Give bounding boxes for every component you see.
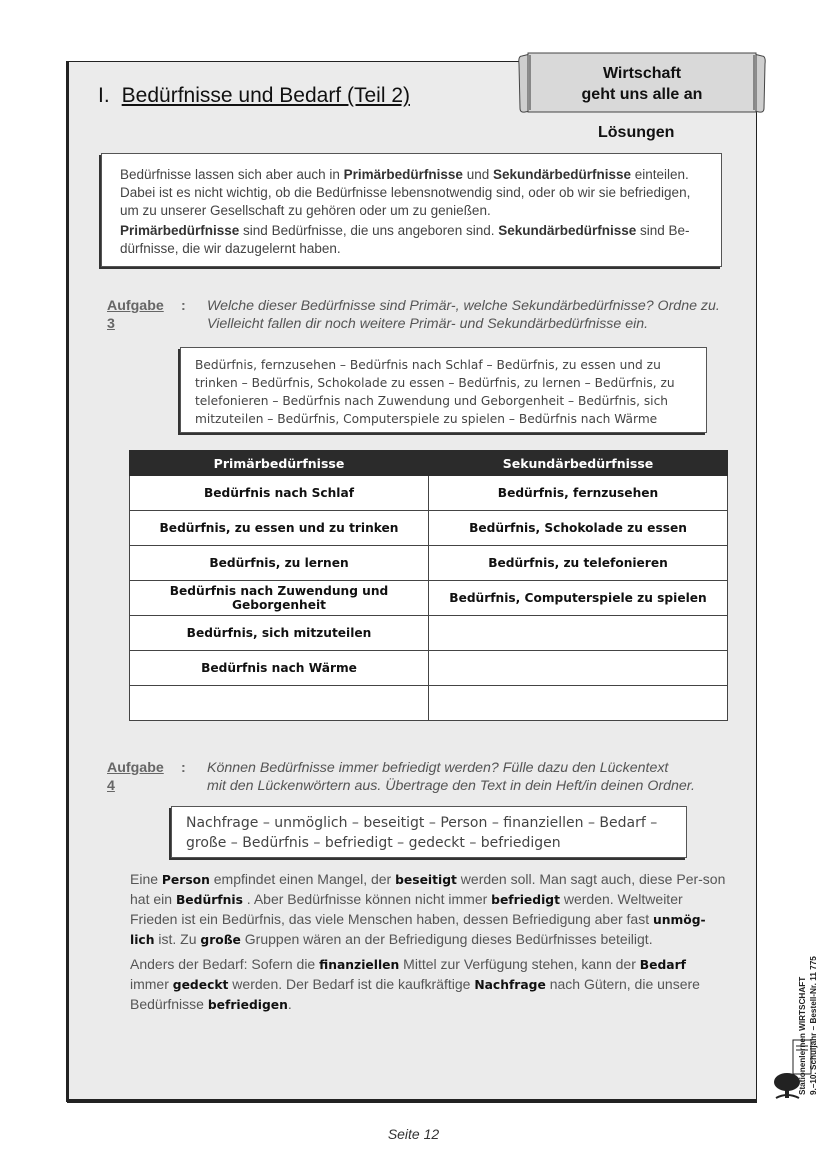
cloze-text-segment: Mittel zur Verfügung stehen, kann der (399, 956, 640, 972)
cloze-text (130, 870, 728, 1020)
publisher-sidebar (797, 835, 819, 1095)
intro-paragraph-1 (120, 166, 707, 220)
table-row (130, 651, 728, 686)
cloze-answer: Person (161, 873, 210, 887)
table-row (130, 581, 728, 616)
table-row (130, 476, 728, 511)
cloze-text-segment: Eine (130, 871, 162, 887)
cloze-text-segment: empfindet einen Mangel, der (209, 871, 396, 887)
cloze-text-segment: Gruppen wären an der Befriedigung dieses Bedürfnisses beteiligt. (240, 931, 653, 947)
solutions-label: Lösungen (598, 124, 675, 141)
header-primary: Primärbedürfnisse (130, 451, 429, 476)
task-4-colon: : (181, 760, 186, 776)
table-row (130, 546, 728, 581)
needs-table (129, 450, 728, 721)
sidebar-line-1: Stationenlernen WIRTSCHAFT (798, 976, 807, 1095)
intro-text: und (462, 167, 493, 182)
table-cell: Bedürfnis, zu essen und zu trinken (130, 511, 429, 546)
task-4-label (107, 759, 164, 795)
cloze-text-segment: ist. Zu (154, 931, 201, 947)
table-cell (429, 651, 728, 686)
intro-term-secondary: Sekundärbedürfnisse (498, 223, 637, 238)
section-number: I. (98, 84, 110, 107)
cloze-answer: gedeckt (172, 978, 229, 992)
table-cell (429, 616, 728, 651)
cloze-paragraph-1 (130, 870, 728, 950)
table-cell: Bedürfnis, Computerspiele zu spielen (429, 581, 728, 616)
cloze-text-segment: immer (130, 976, 173, 992)
cloze-paragraph-2 (130, 955, 728, 1015)
page-number: Seite 12 (387, 1126, 440, 1142)
cloze-answer: Bedarf (639, 958, 686, 972)
cloze-text-segment: Anders der Bedarf: Sofern die (130, 956, 320, 972)
task-3-label-text: Aufgabe 3 (107, 298, 164, 332)
table-cell: Bedürfnis nach Wärme (130, 651, 429, 686)
cloze-text-segment: werden soll. Man sagt auch, diese Per-son hat ein (130, 871, 726, 907)
cloze-answer: Nachfrage (474, 978, 546, 992)
intro-term-primary: Primärbedürfnisse (343, 167, 463, 182)
intro-paragraph-2 (120, 222, 707, 258)
header-secondary: Sekundärbedürfnisse (429, 451, 728, 476)
intro-text: einteilen. Dabei ist es nicht wichtig, ob die Bedürfnisse lebensnotwendig sind, oder ob wir sie befriedigen, um zu unserer Gesellschaft zu gehören oder um zu genießen. (120, 167, 691, 218)
page-title (98, 84, 410, 108)
table-cell: Bedürfnis, fernzusehen (429, 476, 728, 511)
cloze-answer: unmög-lich (130, 913, 706, 947)
frame-shadow-left (66, 61, 69, 1102)
section-title: Bedürfnisse und Bedarf (Teil 2) (121, 84, 410, 107)
task-3-line-2: Vielleicht fallen dir noch weitere Primär- und Sekundärbedürfnisse ein. (207, 316, 649, 332)
cloze-text-segment: nach Gütern, die unsere Bedürfnisse (130, 976, 700, 1012)
cloze-text-segment: werden. Weltweiter Frieden ist ein Bedürfnis, das viele Menschen haben, dessen Befriedigung aber fast (130, 891, 683, 927)
table-cell: Bedürfnis, sich mitzuteilen (130, 616, 429, 651)
table-row (130, 616, 728, 651)
task-3-colon: : (181, 298, 186, 314)
task-4-line-1: Können Bedürfnisse immer befriedigt werden? Fülle dazu den Lückentext (207, 760, 669, 776)
banner-text (516, 63, 768, 105)
banner-scroll (516, 50, 768, 116)
table-cell: Bedürfnis, zu lernen (130, 546, 429, 581)
table-cell: Bedürfnis nach Schlaf (130, 476, 429, 511)
task-3-line-1: Welche dieser Bedürfnisse sind Primär-, welche Sekundärbedürfnisse? Ordne zu. (207, 298, 720, 314)
table-cell: Bedürfnis, Schokolade zu essen (429, 511, 728, 546)
table-cell: Bedürfnis, zu telefonieren (429, 546, 728, 581)
table-cell (130, 686, 429, 721)
table-cell: Bedürfnis nach Zuwendung und Geborgenheit (130, 581, 429, 616)
table-row (130, 511, 728, 546)
banner-line-2: geht uns alle an (581, 86, 703, 103)
intro-text: Bedürfnisse lassen sich aber auch in (120, 167, 344, 182)
task-3-label (107, 297, 164, 333)
table-header-row (130, 451, 728, 476)
cloze-answer: beseitigt (395, 873, 457, 887)
cloze-answer: befriedigen (207, 998, 288, 1012)
banner-line-1: Wirtschaft (602, 65, 682, 82)
cloze-answer: große (200, 933, 241, 947)
cloze-text-segment: . Aber Bedürfnisse können nicht immer (242, 891, 492, 907)
task-3-word-box: Bedürfnis, fernzusehen – Bedürfnis nach Schlaf – Bedürfnis, zu essen und zu trinken – Bedürfnis, Schokolade zu essen – Bedürfnis, zu lernen – Bedürfnis, zu telefonieren – Bedürfnis nach Zuwendung und Geborgenheit – Bedürfnis, sich mitzuteilen – Bedürfnis, Computerspiele zu spielen – Bedürfnis nach Wärme (180, 347, 707, 433)
table-row (130, 686, 728, 721)
intro-term-primary: Primärbedürfnisse (120, 223, 240, 238)
cloze-answer: befriedigt (491, 893, 560, 907)
cloze-text-segment: . (287, 996, 292, 1012)
cloze-answer: finanziellen (319, 958, 400, 972)
intro-text: sind Be-dürfnisse, die wir dazugelernt haben. (120, 223, 690, 256)
intro-box (101, 153, 722, 267)
cloze-text-segment: werden. Der Bedarf ist die kaufkräftige (228, 976, 475, 992)
table-cell (429, 686, 728, 721)
cloze-answer: Bedürfnis (175, 893, 243, 907)
sidebar-line-2: 9.–10. Schuljahr – Bestell-Nr. 11 775 (809, 956, 818, 1095)
task-4-label-text: Aufgabe 4 (107, 760, 164, 794)
intro-term-secondary: Sekundärbedürfnisse (492, 167, 632, 182)
intro-text: sind Bedürfnisse, die uns angeboren sind. (239, 223, 499, 238)
frame-shadow-bottom (66, 1099, 756, 1102)
task-4-word-box: Nachfrage – unmöglich – beseitigt – Person – finanziellen – Bedarf – große – Bedürfnis – befriedigt – gedeckt – befriedigen (171, 806, 687, 858)
task-4-line-2: mit den Lückenwörtern aus. Übertrage den Text in dein Heft/in deinen Ordner. (207, 778, 695, 794)
